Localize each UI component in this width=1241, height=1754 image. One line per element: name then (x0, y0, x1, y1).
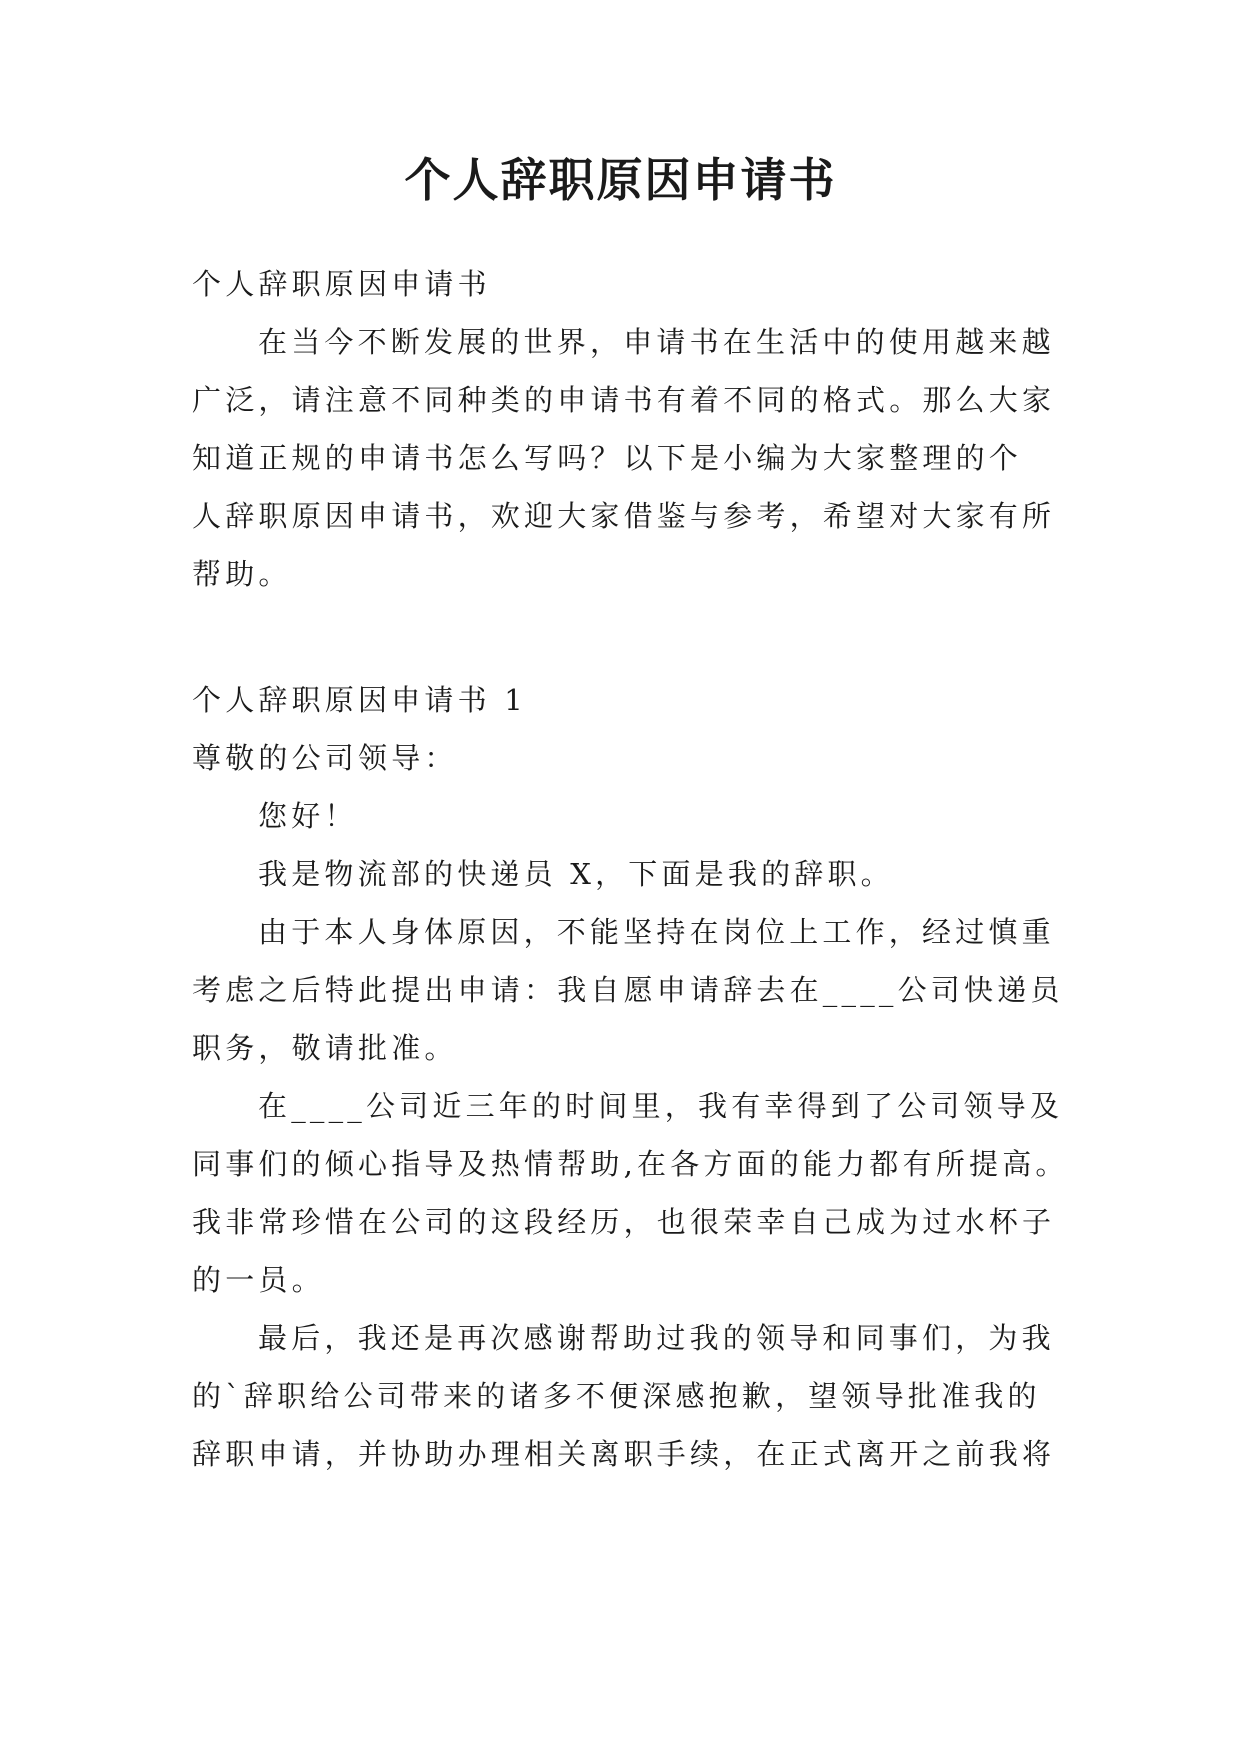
intro-line: 在当今不断发展的世界，申请书在生活中的使用越来越 (258, 325, 1055, 359)
paragraph-line: 我非常珍惜在公司的这段经历，也很荣幸自己成为过水杯子 (192, 1205, 1056, 1239)
intro-line: 广泛，请注意不同种类的申请书有着不同的格式。那么大家 (192, 383, 1056, 417)
intro-line: 知道正规的申请书怎么写吗？以下是小编为大家整理的个 (192, 441, 1023, 475)
intro-block (192, 255, 1058, 603)
paragraph-line: 我是物流部的快递员 X，下面是我的辞职。 (258, 857, 894, 891)
paragraph-line: 最后，我还是再次感谢帮助过我的领导和同事们，为我 (258, 1321, 1055, 1355)
paragraph-line: 职务，敬请批准。 (192, 1031, 458, 1065)
document-title: 个人辞职原因申请书 (404, 153, 837, 207)
salutation: 尊敬的公司领导： (192, 741, 458, 775)
paragraph-line: 由于本人身体原因，不能坚持在岗位上工作，经过慎重 (258, 915, 1055, 949)
section-heading: 个人辞职原因申请书 1 (192, 683, 527, 717)
paragraph-line: 辞职申请，并协助办理相关离职手续，在正式离开之前我将 (192, 1437, 1056, 1471)
paragraph-line: 的`辞职给公司带来的诸多不便深感抱歉，望领导批准我的 (192, 1379, 1041, 1413)
intro-line: 人辞职原因申请书，欢迎大家借鉴与参考，希望对大家有所 (192, 499, 1056, 533)
paragraph-line: 在____公司近三年的时间里，我有幸得到了公司领导及 (258, 1089, 1064, 1123)
paragraph-line: 考虑之后特此提出申请：我自愿申请辞去在____公司快递员 (192, 973, 1064, 1007)
paragraph-line: 同事们的倾心指导及热情帮助,在各方面的能力都有所提高。 (192, 1147, 1069, 1181)
paragraph-line: 的一员。 (192, 1263, 325, 1297)
greeting: 您好！ (258, 799, 358, 833)
document-subtitle: 个人辞职原因申请书 (192, 267, 491, 301)
intro-line: 帮助。 (192, 557, 292, 591)
letter-block (192, 671, 1069, 1483)
